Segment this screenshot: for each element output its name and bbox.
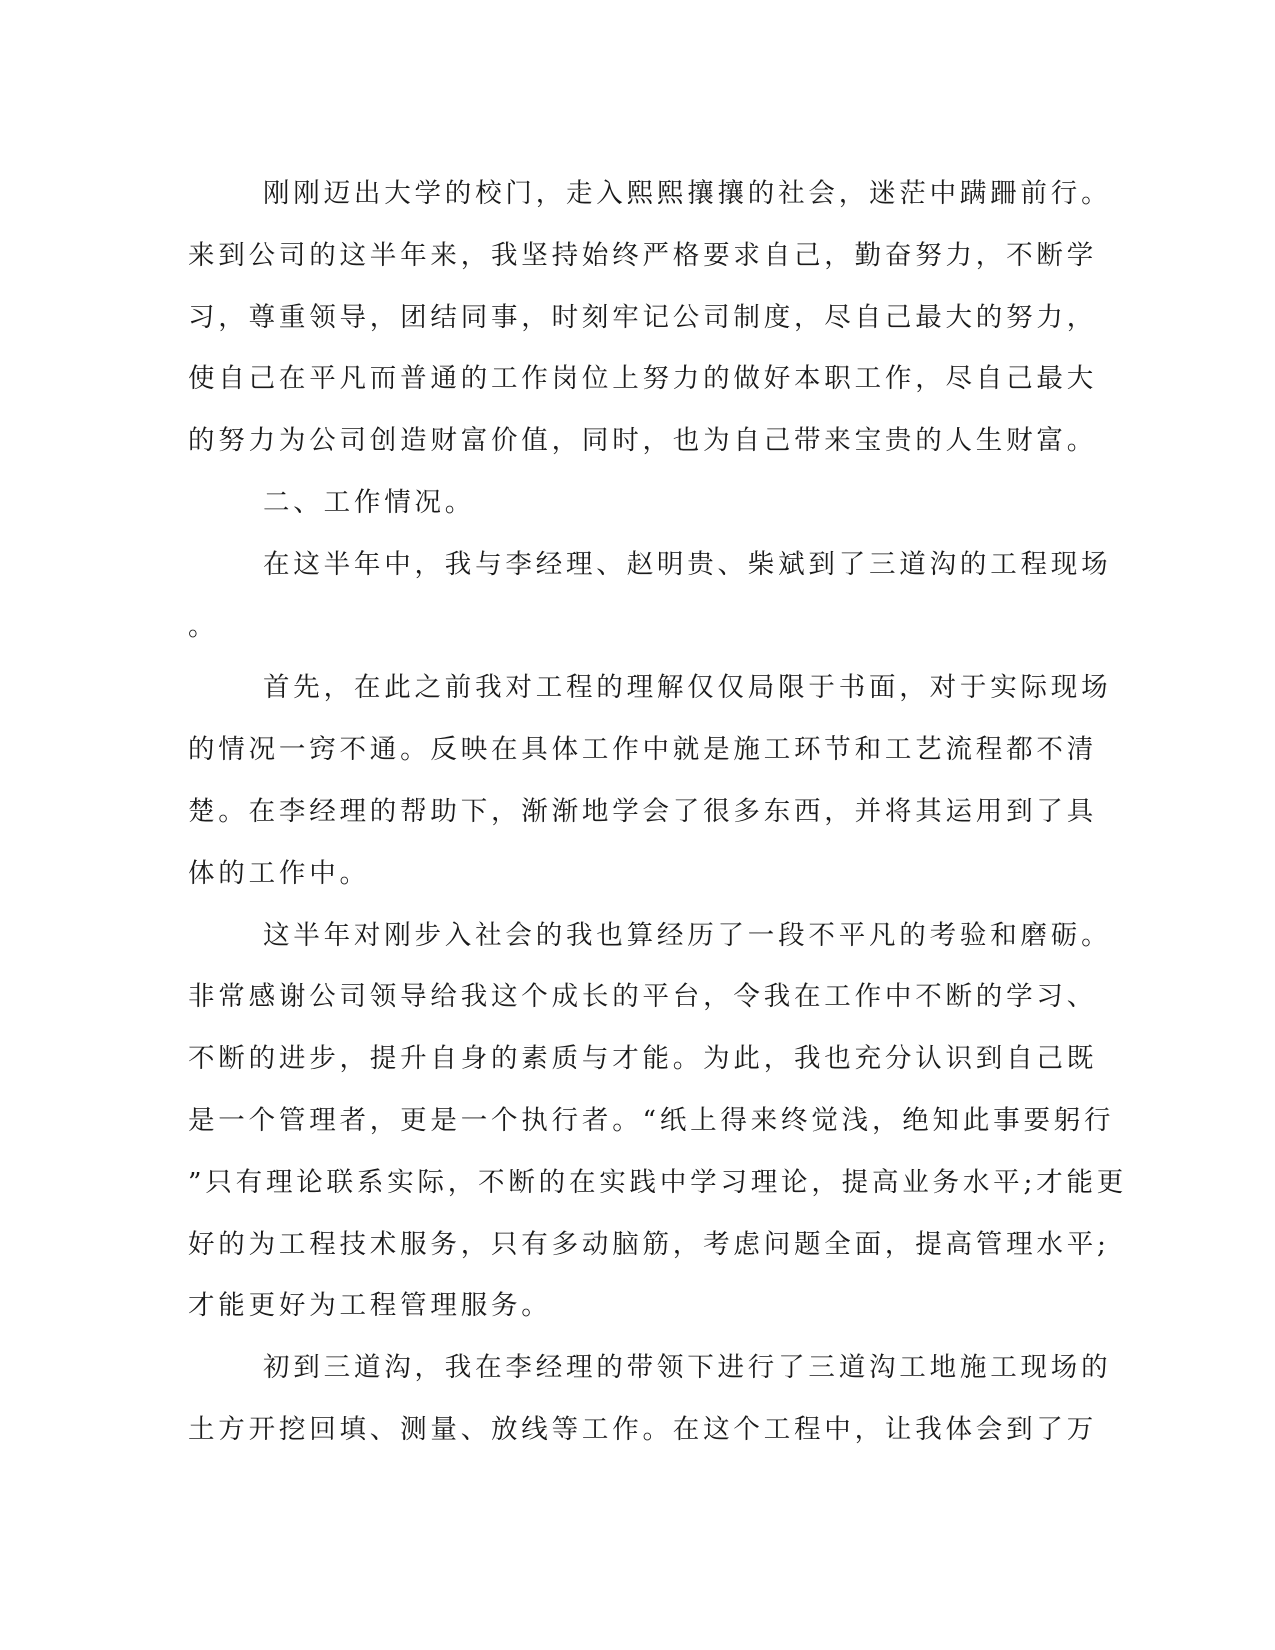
text-line: 刚刚迈出大学的校门，走入熙熙攘攘的社会，迷茫中蹒跚前行。 — [263, 178, 1112, 209]
text-line: 习，尊重领导，团结同事，时刻牢记公司制度，尽自己最大的努力， — [188, 301, 1097, 333]
text-line: 。 — [188, 610, 219, 642]
text-line: ”只有理论联系实际，不断的在实践中学习理论，提高业务水平;才能更 — [188, 1166, 1128, 1198]
section-heading: 二、工作情况。 — [263, 486, 476, 518]
text-line: 土方开挖回填、测量、放线等工作。在这个工程中，让我体会到了万 — [188, 1413, 1097, 1445]
text-line: 使自己在平凡而普通的工作岗位上努力的做好本职工作，尽自己最大 — [188, 363, 1097, 395]
text-line: 体的工作中。 — [188, 857, 370, 889]
text-line: 是一个管理者，更是一个执行者。“纸上得来终觉浅，绝知此事要躬行 — [188, 1104, 1115, 1136]
text-line: 初到三道沟，我在李经理的带领下进行了三道沟工地施工现场的 — [263, 1352, 1112, 1384]
text-line: 首先，在此之前我对工程的理解仅仅局限于书面，对于实际现场 — [263, 672, 1112, 704]
text-line: 非常感谢公司领导给我这个成长的平台，令我在工作中不断的学习、 — [188, 981, 1097, 1013]
text-line: 好的为工程技术服务，只有多动脑筋，考虑问题全面，提高管理水平; — [188, 1228, 1110, 1260]
text-line: 不断的进步，提升自身的素质与才能。为此，我也充分认识到自己既 — [188, 1043, 1097, 1075]
text-line: 楚。在李经理的帮助下，渐渐地学会了很多东西，并将其运用到了具 — [188, 795, 1097, 827]
text-line: 才能更好为工程管理服务。 — [188, 1290, 552, 1322]
text-line: 这半年对刚步入社会的我也算经历了一段不平凡的考验和磨砺。 — [263, 919, 1112, 951]
document-body — [188, 163, 1128, 1461]
text-line: 的努力为公司创造财富价值，同时，也为自己带来宝贵的人生财富。 — [188, 425, 1097, 457]
text-line: 在这半年中，我与李经理、赵明贵、柴斌到了三道沟的工程现场 — [263, 548, 1112, 580]
text-line: 来到公司的这半年来，我坚持始终严格要求自己，勤奋努力，不断学 — [188, 239, 1097, 271]
text-line: 的情况一窍不通。反映在具体工作中就是施工环节和工艺流程都不清 — [188, 734, 1097, 766]
